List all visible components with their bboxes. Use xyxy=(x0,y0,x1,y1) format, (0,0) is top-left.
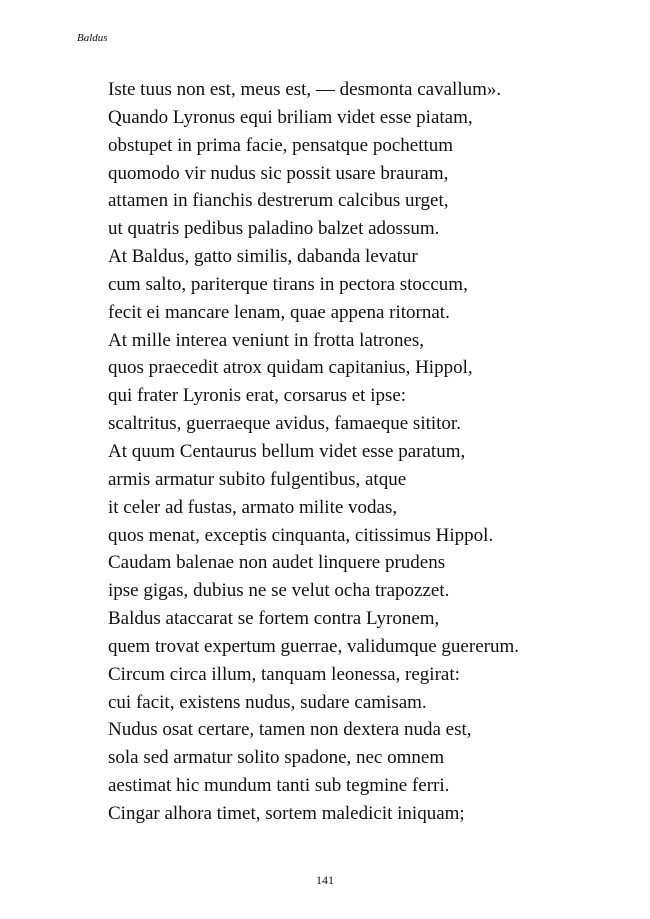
verse-line: cui facit, existens nudus, sudare camisam. xyxy=(108,691,427,713)
verse-line: Circum circa illum, tanquam leonessa, regirat: xyxy=(108,663,460,685)
verse-line: fecit ei mancare lenam, quae appena ritornat. xyxy=(108,301,450,323)
verse-line: obstupet in prima facie, pensatque pochettum xyxy=(108,134,454,156)
verse-line: attamen in fianchis destrerum calcibus urget, xyxy=(108,190,449,212)
running-head: Baldus xyxy=(77,32,108,44)
verse-line: aestimat hic mundum tanti sub tegmine ferri. xyxy=(108,775,450,797)
verse-line: cum salto, pariterque tirans in pectora stoccum, xyxy=(108,273,468,295)
verse-line: quos menat, exceptis cinquanta, citissimus Hippol. xyxy=(108,524,494,546)
verse-line: it celer ad fustas, armato milite vodas, xyxy=(108,496,398,518)
verse-line: Quando Lyronus equi briliam videt esse piatam, xyxy=(108,106,473,128)
verse-line: Baldus ataccarat se fortem contra Lyronem, xyxy=(108,608,440,630)
verse-line: At quum Centaurus bellum videt esse paratum, xyxy=(108,440,466,462)
verse-line: Iste tuus non est, meus est, — desmonta cavallum». xyxy=(108,79,502,100)
verse-line: At mille interea veniunt in frotta latrones, xyxy=(108,329,425,351)
verse-line: ut quatris pedibus paladino balzet adossum. xyxy=(108,218,440,240)
verse-line: armis armatur subito fulgentibus, atque xyxy=(108,468,407,490)
verse-line: Nudus osat certare, tamen non dextera nuda est, xyxy=(108,719,472,741)
verse-line: sola sed armatur solito spadone, nec omnem xyxy=(108,747,445,769)
verse-line: quem trovat expertum guerrae, validumque guererum. xyxy=(108,635,519,657)
verse-line: scaltritus, guerraeque avidus, famaeque sititor. xyxy=(108,413,461,435)
verse-line: quomodo vir nudus sic possit usare brauram, xyxy=(108,162,449,184)
verse-line: qui frater Lyronis erat, corsarus et ipse: xyxy=(108,385,407,407)
verse-line: Caudam balenae non audet linquere prudens xyxy=(108,552,446,574)
verse-block xyxy=(108,76,628,828)
verse-line: At Baldus, gatto similis, dabanda levatur xyxy=(108,246,418,268)
verse-line: Cingar alhora timet, sortem maledicit iniquam; xyxy=(108,802,465,824)
verse-line: ipse gigas, dubius ne se velut ocha trapozzet. xyxy=(108,580,450,602)
verse-line: quos praecedit atrox quidam capitanius, Hippol, xyxy=(108,357,473,379)
page-number: 141 xyxy=(316,873,334,887)
